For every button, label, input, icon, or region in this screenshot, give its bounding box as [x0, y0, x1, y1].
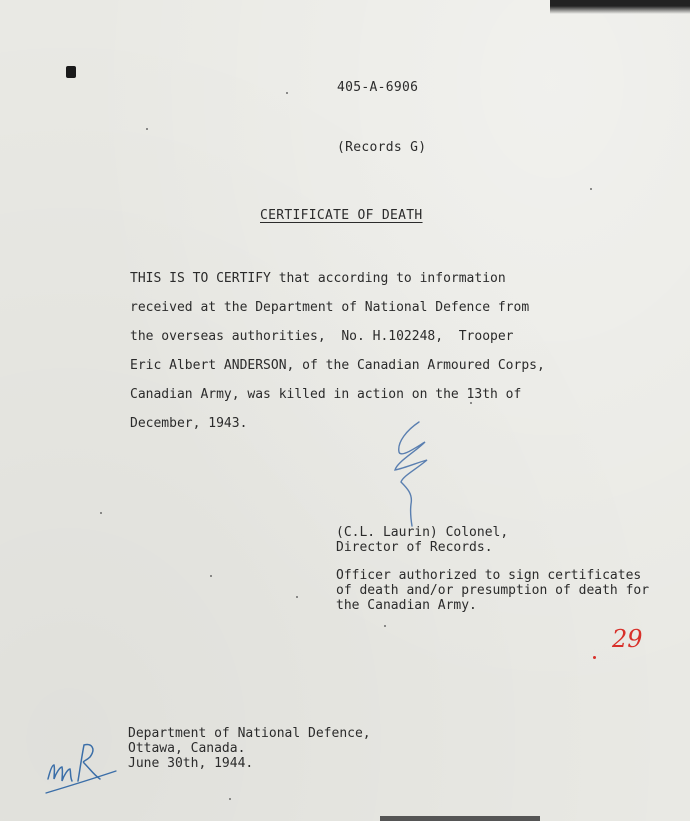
department-address: [128, 726, 371, 771]
punch-hole-mark: [66, 66, 76, 78]
department-city: Ottawa, Canada.: [128, 741, 246, 756]
handwritten-signature: [385, 418, 445, 528]
reference-block: [337, 38, 426, 198]
certificate-body: [130, 264, 545, 438]
paper-speck: [470, 402, 472, 404]
scan-edge-bottom: [380, 816, 540, 821]
body-line: Canadian Army, was killed in action on the 13th of: [130, 387, 522, 402]
file-number: 405-A-6906: [337, 80, 419, 95]
paper-speck: [296, 596, 298, 598]
paper-speck: [590, 188, 592, 190]
records-code: (Records G): [337, 140, 427, 155]
paper-speck: [100, 512, 102, 514]
paper-speck: [229, 798, 231, 800]
officer-line: the Canadian Army.: [336, 598, 477, 613]
body-line: the overseas authorities, No. H.102248, Trooper: [130, 329, 514, 344]
signatory-block: [336, 525, 508, 555]
signatory-title: Director of Records.: [336, 540, 493, 555]
issue-date: June 30th, 1944.: [128, 756, 254, 771]
officer-authorization: [336, 568, 649, 613]
red-ink-dot: [593, 656, 596, 659]
department-name: Department of National Defence,: [128, 726, 371, 741]
page-number-annotation: 29: [612, 625, 643, 653]
paper-speck: [286, 92, 288, 94]
paper-speck: [384, 625, 386, 627]
body-line: Eric Albert ANDERSON, of the Canadian Armoured Corps,: [130, 358, 545, 373]
officer-line: of death and/or presumption of death for: [336, 583, 650, 598]
body-line: received at the Department of National Defence from: [130, 300, 530, 315]
handwritten-initials: [40, 735, 120, 795]
paper-speck: [210, 575, 212, 577]
scan-edge-top: [550, 0, 690, 14]
certificate-title: CERTIFICATE OF DEATH: [260, 208, 423, 223]
body-line: THIS IS TO CERTIFY that according to information: [130, 271, 506, 286]
signatory-name: (C.L. Laurin) Colonel,: [336, 525, 509, 540]
paper-speck: [146, 128, 148, 130]
officer-line: Officer authorized to sign certificates: [336, 568, 642, 583]
body-line: December, 1943.: [130, 416, 248, 431]
